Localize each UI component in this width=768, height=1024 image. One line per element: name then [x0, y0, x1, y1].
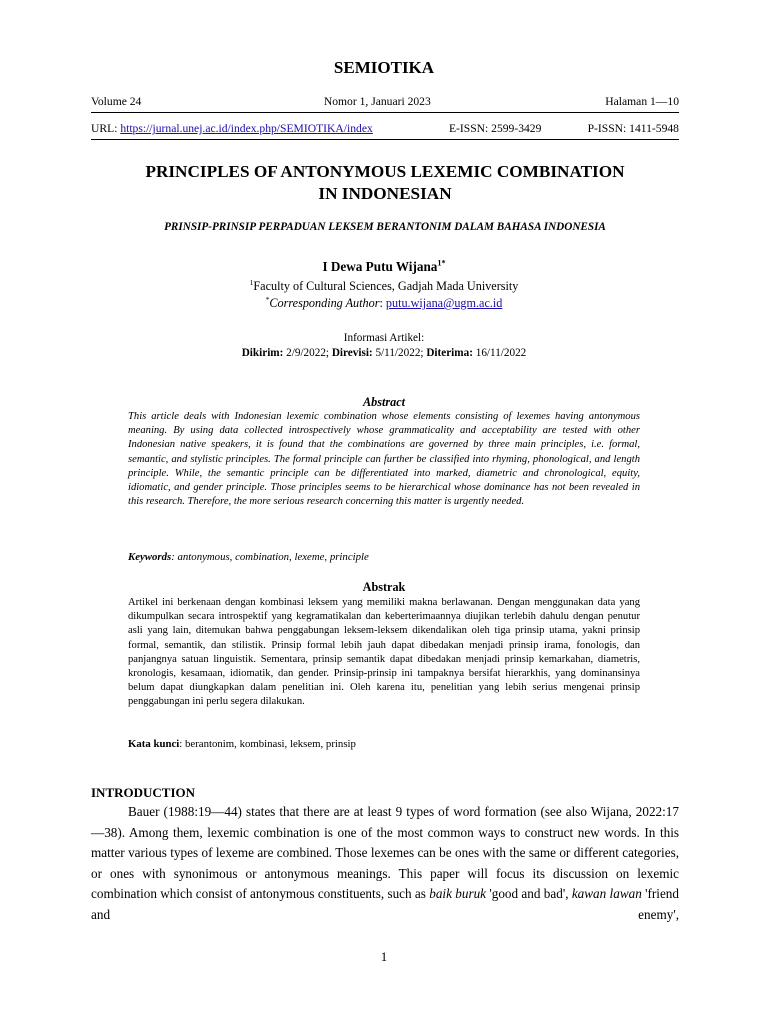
title-line-2: IN INDONESIAN — [318, 184, 452, 203]
kata-kunci-list: : berantonim, kombinasi, leksem, prinsip — [179, 738, 356, 750]
abstrak-text: Artikel ini berkenaan dengan kombinasi leksem yang memiliki makna berlawanan. Dengan menggunakan data yang dikumpulkan secara introspektif yang kegramatikalan dan keberterimaannya diujikan terlebih dahulu dengan penutur asli yang lain, ditemukan bahwa penggabungan leksem-leksem dikendalikan oleh tiga prinsip utama, yakni prinsip formal, semantik, dan stilistik. Prinsip formal lebih jauh dapat dibedakan menjadi prinsip irama, fonologis, dan panjangnya satuan linguistik. Sementara, prinsip semantik dapat dibedakan menjadi prinsip kemarkahan, diametris, kronologis, kesamaan, idiomatik, dan gender. Prinsip-prinsip ini tampaknya bersifat hierarkhis, yang dominansinya belum dapat diungkapkan dalam penelitian ini. Oleh karena itu, penelitian yang lebih serius mengenai prinsip penggabungan ini perlu segera dilakukan. — [128, 597, 640, 708]
article-subtitle: PRINSIP-PRINSIP PERPADUAN LEKSEM BERANTONIM DALAM BAHASA INDONESIA — [164, 221, 606, 233]
journal-name: SEMIOTIKA — [333, 58, 435, 77]
journal-meta-row — [91, 95, 679, 108]
gloss-1: 'good and bad', — [486, 886, 572, 901]
corresponding-separator: : — [379, 296, 386, 310]
revised-label: Direvisi: — [331, 347, 373, 359]
header-divider-top — [91, 112, 679, 113]
pissn-label: P-ISSN: 1411-5948 — [587, 122, 679, 135]
sent-date: 2/9/2022; — [283, 347, 332, 359]
revised-date: 5/11/2022; — [372, 347, 427, 359]
abstract-heading: Abstract — [363, 395, 405, 409]
affiliation-superscript: 1 — [249, 277, 254, 287]
eissn-label: E-ISSN: 2599-3429 — [448, 122, 542, 135]
sent-label: Dikirim: — [241, 347, 284, 359]
keywords — [128, 551, 369, 563]
page-number: 1 — [380, 949, 388, 964]
journal-url-link[interactable]: https://jurnal.unej.ac.id/index.php/SEMIOTIKA/index — [120, 122, 373, 135]
article-title — [91, 161, 679, 205]
journal-url — [91, 122, 373, 135]
corresponding-label: Corresponding Author — [269, 296, 380, 310]
volume-label: Volume 24 — [91, 95, 142, 108]
journal-url-row — [91, 122, 679, 135]
corresponding-superscript: * — [265, 294, 270, 304]
introduction-paragraph — [91, 802, 679, 925]
author-superscript: 1* — [437, 258, 446, 268]
kata-kunci — [128, 738, 356, 750]
abstrak-heading: Abstrak — [362, 580, 406, 594]
introduction-text: Bauer (1988:19—44) states that there are at least 9 types of word formation (see also Wijana, 2022:17—38). Among them, lexemic combination is one of the most common ways to construct new words. In this matter various types of lexeme are combined. Those lexemes can be ones with the same or different categories, or ones with synonimous or antonymous meanings. This paper will focus its discussion on lexemic combination which consist of antonymous constituents, such as — [91, 804, 679, 901]
example-1: baik buruk — [429, 886, 487, 901]
author-affiliation — [0, 279, 768, 294]
example-2: kawan lawan — [571, 886, 642, 901]
kata-kunci-label: Kata kunci — [128, 738, 180, 750]
header-divider-bottom — [91, 139, 679, 140]
accepted-date: 16/11/2022 — [472, 347, 527, 359]
abstract-text: This article deals with Indonesian lexemic combination whose elements consisting of lexemes having antonymous meaning. By using data collected introspectively whose grammaticality and acceptability are tested with other Indonesian native speakers, it is found that the combinations are governed by three main principles, i.e. formal, semantic, and stylistic principles. The formal principle can further be classified into rhyming, phonological, and length principle. While, the semantic principle can be differentiated into marked, diametric and chronological, equity, idiomatic, and gender principle. Those principles seems to be hierarchical whose dominance has not been revealed in this research. Therefore, the more serious research concerning this matter is urgently needed. — [128, 411, 640, 508]
author-name — [0, 259, 768, 275]
author-email-link[interactable]: putu.wijana@ugm.ac.id — [385, 296, 503, 310]
issue-label: Nomor 1, Januari 2023 — [323, 95, 431, 108]
author-name-text: I Dewa Putu Wijana — [322, 259, 438, 274]
corresponding-author — [0, 296, 768, 311]
keywords-list: : antonymous, combination, lexeme, principle — [171, 551, 369, 563]
gloss-2: 'friend and enemy', — [91, 886, 679, 922]
article-dates — [0, 347, 768, 359]
keywords-label: Keywords — [128, 551, 172, 563]
url-label: URL: — [91, 122, 121, 135]
pages-label: Halaman 1—10 — [605, 95, 679, 108]
affiliation-text: Faculty of Cultural Sciences, Gadjah Mada University — [253, 279, 519, 293]
article-info-label: Informasi Artikel: — [343, 332, 425, 344]
accepted-label: Diterima: — [426, 347, 473, 359]
title-line-1: PRINCIPLES OF ANTONYMOUS LEXEMIC COMBINATION — [145, 162, 625, 181]
introduction-heading: INTRODUCTION — [91, 785, 196, 800]
